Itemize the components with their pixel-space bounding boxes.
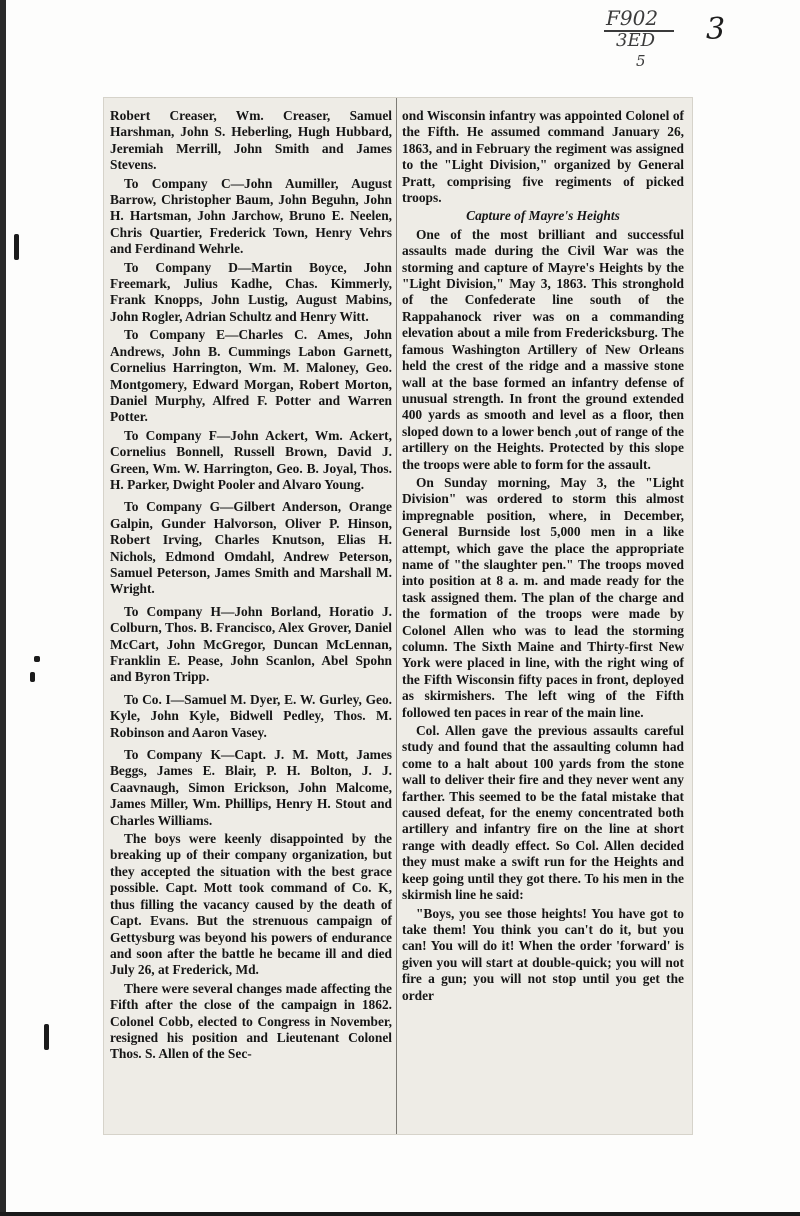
- catalog-ref-1: F902: [606, 6, 659, 30]
- binding-hole-mark: [30, 672, 35, 682]
- paragraph: Robert Creaser, Wm. Creaser, Samuel Harshman, John S. Heberling, Hugh Hubbard, Jeremiah Merrill, John Smith and James Stevens.: [110, 108, 392, 173]
- paragraph: "Boys, you see those heights! You have got to take them! You think you can't do it, but you can! You will do it! When the order 'forward' is given you will start at double-quick; you will not fire a gun; you will not stop until you get the order: [402, 905, 684, 1003]
- paragraph: To Company K—Capt. J. M. Mott, James Beggs, James E. Blair, P. H. Bolton, J. J. Caavnaugh, Simon Erickson, John Malcome, James Miller, Wm. Phillips, Henry H. Stout and Charles Williams.: [110, 747, 392, 828]
- paragraph: To Company E—Charles C. Ames, John Andrews, John B. Cummings Labon Garnett, Cornelius Harrington, Wm. M. Maloney, Geo. Montgomery, Edward Morgan, Robert Morton, Daniel Murphy, Alfred F. Potter and Warren Potter.: [110, 327, 392, 425]
- paragraph: To Company D—Martin Boyce, John Freemark, Julius Kadhe, Chas. Kimmerly, Frank Knopps, John Lustig, August Mabins, John Rogler, Adrian Schultz and Henry Witt.: [110, 259, 392, 324]
- paragraph: One of the most brilliant and successful assaults made during the Civil War was the storming and capture of Mayre's Heights by the "Light Division," May 3, 1863. This stronghold of the Confederate line south of the Rappahanock river was on a commanding elevation about a mile from Fredericksburg. The famous Washington Artillery of New Orleans held the crest of the ridge and a massive stone wall at the base formed an infantry defense of unusual strength. In front the ground extended 400 yards as smooth and level as a floor, then sloped down to a lower bench ,out of range of the artillery on the Heights. Protected by this slope the troops were able to form for the assault.: [402, 226, 684, 472]
- scan-left-edge: [0, 0, 6, 1216]
- binding-hole-mark: [34, 656, 40, 662]
- section-heading: Capture of Mayre's Heights: [466, 208, 620, 224]
- paragraph: To Company F—John Ackert, Wm. Ackert, Cornelius Bonnell, Russell Brown, David J. Green, Wm. W. Harrington, Geo. B. Joyal, Thos. H. Parker, Dwight Pooler and Alvaro Young.: [110, 427, 392, 492]
- catalog-ref-3: 5: [636, 52, 646, 70]
- paragraph: To Company G—Gilbert Anderson, Orange Galpin, Gunder Halvorson, Oliver P. Hinson, Robert Irving, Charles Knutson, Elias H. Nichols, Edmond Omdahl, Andrew Peterson, Samuel Peterson, James Smith and Marshall M. Wright.: [110, 499, 392, 597]
- article-right-column: [402, 108, 684, 1006]
- catalog-ref-2: 3ED: [616, 30, 656, 51]
- paragraph: To Company C—John Aumiller, August Barrow, Christopher Baum, John Beguhn, John H. Hartsman, John Jarchow, Bruno E. Neelen, Chris Quartier, Frederick Town, Henry Vehrs and Ferdinand Wehrle.: [110, 175, 392, 257]
- article-left-column: [110, 108, 392, 1065]
- paragraph: To Company H—John Borland, Horatio J. Colburn, Thos. B. Francisco, Alex Grover, Daniel McCart, John McGregor, Duncan McLennan, Franklin E. Pease, John Scanlon, Abel Spohn and Byron Tripp.: [110, 603, 392, 685]
- binding-hole-mark: [44, 1024, 49, 1050]
- paragraph: The boys were keenly disappointed by the breaking up of their company organization, but they accepted the situation with the best grace possible. Capt. Mott took command of Co. K, thus filling the vacancy caused by the death of Capt. Evans. But the strenuous campaign of Gettysburg was beyond his powers of endurance and soon after the battle he became ill and died July 26, at Frederick, Md.: [110, 831, 392, 978]
- paragraph: On Sunday morning, May 3, the "Light Division" was ordered to storm this almost impregnable position, where, in December, General Burnside lost 5,000 men in a like attempt, which gave the place the appropriate name of "the slaughter pen." The troops moved into position at 8 a. m. and made ready for the task assigned them. The plan of the charge and the formation of the troops were made by Colonel Allen who was to lead the storming column. The Sixth Maine and Thirty-first New York were placed in line, with the right wing of the Fifth Wisconsin fifty paces in front, deployed as skirmishers. The left wing of the Fifth followed ten paces in rear of the main line.: [402, 474, 684, 720]
- paragraph: ond Wisconsin infantry was appointed Colonel of the Fifth. He assumed command January 26, 1863, and in February the regiment was assigned to the "Light Division," organized by General Pratt, comprising five regiments of picked troops.: [402, 108, 684, 206]
- scan-bottom-edge: [0, 1212, 800, 1216]
- paragraph: Col. Allen gave the previous assaults careful study and found that the assaulting column had come to a halt about 100 yards from the stone wall to deliver their fire and they never went any farther. This seemed to be the fatal mistake that caused defeat, for the enemy concentrated both artillery and infantry fire on the line at short range with deadly effect. So Col. Allen decided they must make a swift run for the Heights and keep going until they got there. To his men in the skirmish line he said:: [402, 723, 684, 903]
- binding-hole-mark: [14, 234, 19, 260]
- paragraph: There were several changes made affecting the Fifth after the close of the campaign in 1862. Colonel Cobb, elected to Congress in November, resigned his position and Lieutenant Colonel Thos. S. Allen of the Sec-: [110, 980, 392, 1062]
- paragraph: To Co. I—Samuel M. Dyer, E. W. Gurley, Geo. Kyle, John Kyle, Bidwell Pedley, Thos. M. Robinson and Aaron Vasey.: [110, 691, 392, 740]
- column-rule: [396, 98, 397, 1134]
- page-number: 3: [706, 12, 726, 47]
- newspaper-clipping: [104, 98, 692, 1134]
